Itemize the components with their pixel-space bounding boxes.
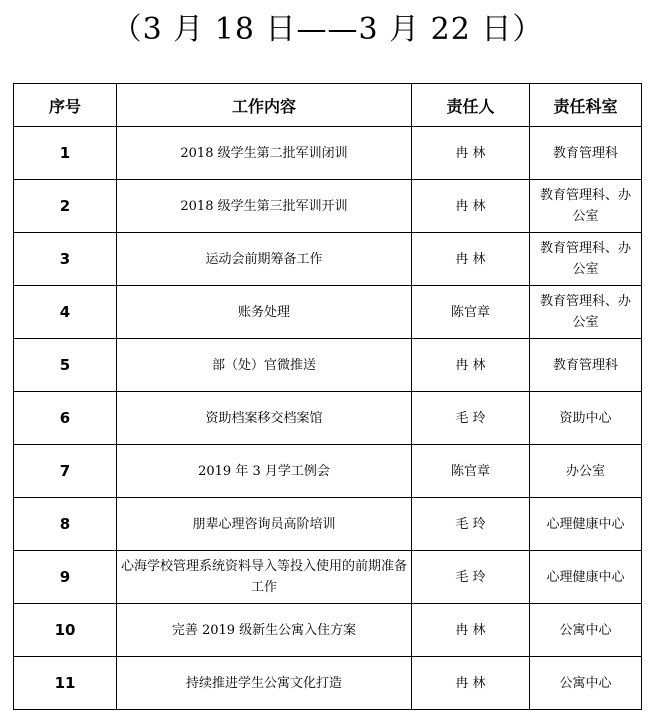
work-content: 账务处理: [117, 286, 412, 339]
table-row: [14, 551, 642, 604]
responsible-person: 冉 林: [412, 180, 530, 233]
responsible-person: 冉 林: [412, 339, 530, 392]
responsible-dept: 心理健康中心: [530, 498, 642, 551]
responsible-person: 冉 林: [412, 657, 530, 710]
work-content: 2018 级学生第二批军训闭训: [117, 127, 412, 180]
table-row: [14, 445, 642, 498]
row-number: 9: [14, 551, 117, 604]
responsible-person: 冉 林: [412, 604, 530, 657]
page-title: （3 月 18 日——3 月 22 日）: [111, 12, 544, 47]
work-content: 资助档案移交档案馆: [117, 392, 412, 445]
header-dept: 责任科室: [530, 84, 642, 127]
header-person: 责任人: [412, 84, 530, 127]
table-header-row: [14, 84, 642, 127]
row-number: 7: [14, 445, 117, 498]
row-number: 4: [14, 286, 117, 339]
work-content: 心海学校管理系统资料导入等投入使用的前期准备工作: [117, 551, 412, 604]
row-number: 2: [14, 180, 117, 233]
table-row: [14, 339, 642, 392]
table-row: [14, 657, 642, 710]
work-content: 2019 年 3 月学工例会: [117, 445, 412, 498]
responsible-person: 冉 林: [412, 233, 530, 286]
row-number: 5: [14, 339, 117, 392]
responsible-dept: 公寓中心: [530, 604, 642, 657]
responsible-person: 陈官章: [412, 445, 530, 498]
table-row: [14, 286, 642, 339]
header-no: 序号: [14, 84, 117, 127]
row-number: 11: [14, 657, 117, 710]
row-number: 8: [14, 498, 117, 551]
work-content: 朋辈心理咨询员高阶培训: [117, 498, 412, 551]
header-content: 工作内容: [117, 84, 412, 127]
work-content: 2018 级学生第三批军训开训: [117, 180, 412, 233]
responsible-dept: 资助中心: [530, 392, 642, 445]
responsible-person: 冉 林: [412, 127, 530, 180]
responsible-person: 毛 玲: [412, 551, 530, 604]
table-row: [14, 127, 642, 180]
responsible-dept: 教育管理科、办公室: [530, 286, 642, 339]
row-number: 3: [14, 233, 117, 286]
work-content: 持续推进学生公寓文化打造: [117, 657, 412, 710]
responsible-dept: 教育管理科、办公室: [530, 233, 642, 286]
work-content: 部（处）官微推送: [117, 339, 412, 392]
responsible-person: 毛 玲: [412, 498, 530, 551]
responsible-dept: 公寓中心: [530, 657, 642, 710]
responsible-person: 毛 玲: [412, 392, 530, 445]
responsible-dept: 教育管理科: [530, 127, 642, 180]
table-row: [14, 498, 642, 551]
work-content: 运动会前期筹备工作: [117, 233, 412, 286]
row-number: 1: [14, 127, 117, 180]
responsible-dept: 教育管理科、办公室: [530, 180, 642, 233]
table-row: [14, 233, 642, 286]
table-row: [14, 604, 642, 657]
table-row: [14, 180, 642, 233]
table-row: [14, 392, 642, 445]
responsible-person: 陈官章: [412, 286, 530, 339]
responsible-dept: 办公室: [530, 445, 642, 498]
work-content: 完善 2019 级新生公寓入住方案: [117, 604, 412, 657]
responsible-dept: 心理健康中心: [530, 551, 642, 604]
responsible-dept: 教育管理科: [530, 339, 642, 392]
work-schedule-table: [13, 83, 642, 710]
row-number: 6: [14, 392, 117, 445]
row-number: 10: [14, 604, 117, 657]
